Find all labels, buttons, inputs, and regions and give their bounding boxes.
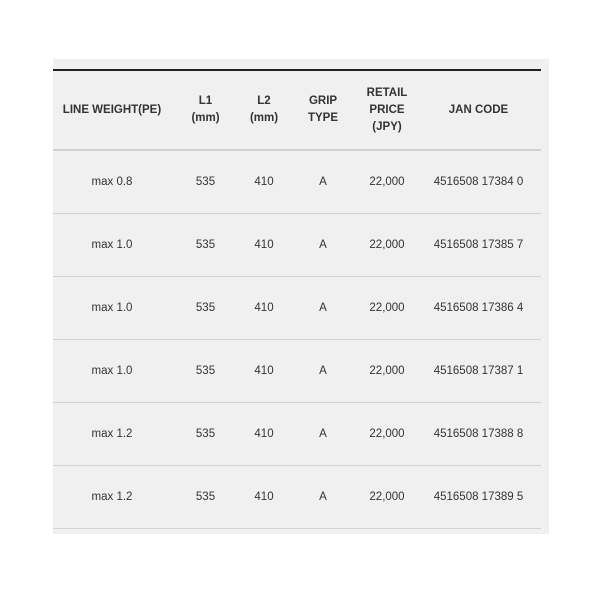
cell-l2: 410 — [254, 491, 274, 503]
cell-grip-type: A — [319, 302, 327, 314]
cell-line-weight: max 1.2 — [91, 428, 133, 440]
header-line-weight-text: LINE WEIGHT(PE) — [62, 103, 162, 116]
cell-l1: 535 — [195, 302, 216, 314]
cell-line-weight: max 1.0 — [91, 239, 133, 251]
cell-l2: 410 — [254, 176, 274, 188]
cell-retail-price: 22,000 — [369, 176, 405, 188]
table-row — [53, 150, 541, 214]
header-l1 — [171, 70, 240, 150]
header-currency-text: (JPY) — [372, 120, 402, 133]
spec-table-body — [53, 150, 541, 529]
header-line-weight — [53, 70, 171, 150]
table-row — [53, 214, 541, 277]
header-grip-type — [288, 70, 358, 150]
table-row — [53, 466, 541, 529]
cell-l1: 535 — [195, 176, 216, 188]
header-retail-price — [358, 70, 416, 150]
table-row — [53, 340, 541, 403]
cell-grip-type: A — [319, 365, 327, 377]
cell-l1: 535 — [195, 491, 216, 503]
header-price-text: PRICE — [369, 103, 405, 116]
header-l2 — [240, 70, 288, 150]
cell-retail-price: 22,000 — [369, 365, 405, 377]
header-retail-text: RETAIL — [366, 86, 408, 99]
spec-table-header — [53, 70, 541, 150]
cell-grip-type: A — [319, 239, 327, 251]
header-l1-text: L1 — [198, 95, 213, 107]
cell-line-weight: max 1.2 — [91, 491, 133, 503]
cell-line-weight: max 0.8 — [91, 176, 133, 188]
cell-jan-code: 4516508 17387 1 — [433, 365, 524, 377]
cell-retail-price: 22,000 — [369, 239, 405, 251]
spec-table — [53, 69, 541, 529]
cell-line-weight: max 1.0 — [91, 365, 133, 377]
cell-jan-code: 4516508 17389 5 — [433, 491, 524, 503]
header-grip-text: GRIP — [308, 95, 338, 107]
cell-jan-code: 4516508 17386 4 — [433, 302, 524, 314]
cell-l1: 535 — [195, 365, 216, 377]
cell-l1: 535 — [195, 428, 216, 440]
cell-l2: 410 — [254, 365, 274, 377]
header-row — [53, 70, 541, 150]
cell-l2: 410 — [254, 239, 274, 251]
header-type-text: TYPE — [307, 112, 339, 124]
cell-l2: 410 — [254, 428, 274, 440]
cell-grip-type: A — [319, 491, 327, 503]
cell-jan-code: 4516508 17385 7 — [433, 239, 524, 251]
cell-l1: 535 — [195, 239, 216, 251]
header-jan-code — [416, 70, 541, 150]
spec-table-panel — [53, 59, 549, 534]
cell-retail-price: 22,000 — [369, 302, 405, 314]
cell-jan-code: 4516508 17388 8 — [433, 428, 524, 440]
header-l2-text: L2 — [257, 95, 271, 107]
header-l1-unit: (mm) — [191, 112, 220, 124]
cell-line-weight: max 1.0 — [91, 302, 133, 314]
table-row — [53, 403, 541, 466]
table-row — [53, 277, 541, 340]
cell-grip-type: A — [319, 176, 327, 188]
cell-retail-price: 22,000 — [369, 428, 405, 440]
header-jan-code-text: JAN CODE — [448, 103, 509, 116]
cell-jan-code: 4516508 17384 0 — [433, 176, 524, 188]
cell-grip-type: A — [319, 428, 327, 440]
cell-retail-price: 22,000 — [369, 491, 405, 503]
header-l2-unit: (mm) — [249, 112, 279, 124]
cell-l2: 410 — [254, 302, 274, 314]
